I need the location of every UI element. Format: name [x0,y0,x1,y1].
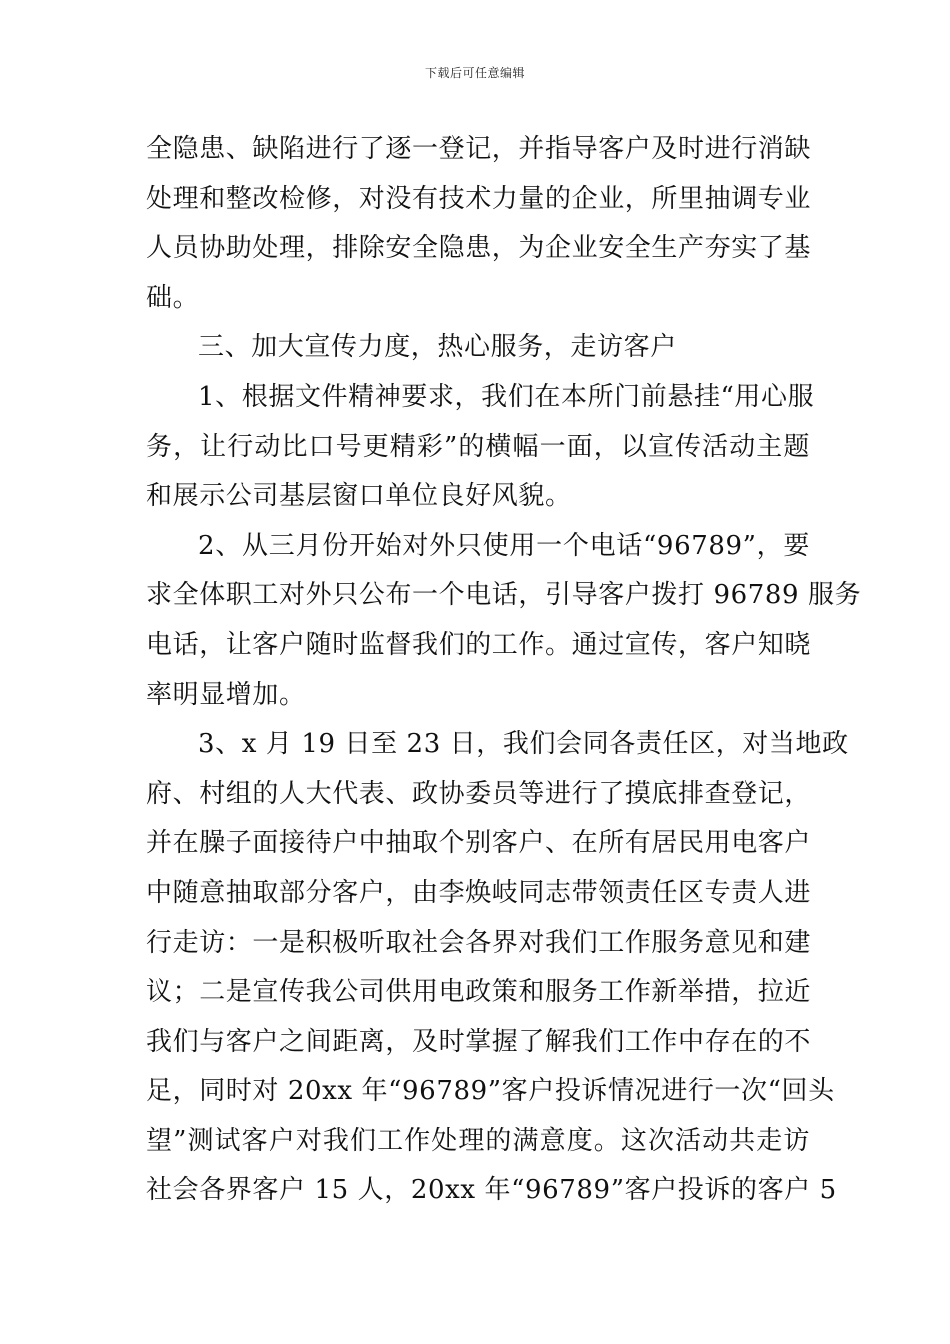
text-line: 中随意抽取部分客户，由李焕岐同志带领责任区专责人进 [146,877,812,908]
text-line: 2、从三月份开始对外只使用一个电话“96789”，要 [198,530,810,561]
section-heading: 三、加大宣传力度，热心服务，走访客户 [198,332,677,363]
text-line: 望”测试客户对我们工作处理的满意度。这次活动共走访 [146,1125,810,1156]
text-line: 求全体职工对外只公布一个电话，引导客户拨打 96789 服务 [146,580,862,611]
text-line: 1、根据文件精神要求，我们在本所门前悬挂“用心服 [198,381,815,412]
text-line: 足，同时对 20xx 年“96789”客户投诉情况进行一次“回头 [146,1076,835,1107]
text-line: 府、村组的人大代表、政协委员等进行了摸底排查登记， [146,778,812,809]
text-line: 人员协助处理，排除安全隐患，为企业安全生产夯实了基 [146,233,812,264]
page-header: 下载后可任意编辑 [424,66,525,80]
text-line: 全隐患、缺陷进行了逐一登记，并指导客户及时进行消缺 [146,134,812,164]
text-line: 议；二是宣传我公司供用电政策和服务工作新举措，拉近 [146,977,812,1008]
text-line: 础。 [146,282,200,313]
text-line: 电话，让客户随时监督我们的工作。通过宣传，客户知晓 [146,629,812,660]
text-line: 务，让行动比口号更精彩”的横幅一面，以宣传活动主题 [146,431,810,462]
text-line: 社会各界客户 15 人，20xx 年“96789”客户投诉的客户 5 [146,1175,837,1206]
text-line: 处理和整改检修，对没有技术力量的企业，所里抽调专业 [146,183,812,214]
text-line: 和展示公司基层窗口单位良好风貌。 [146,481,572,512]
text-line: 率明显增加。 [146,679,306,710]
text-line: 3、x 月 19 日至 23 日，我们会同各责任区，对当地政 [198,729,849,760]
text-line: 行走访：一是积极听取社会各界对我们工作服务意见和建 [146,927,812,958]
document-body [146,125,862,1216]
text-line: 并在臊子面接待户中抽取个别客户、在所有居民用电客户 [146,828,812,859]
text-line: 我们与客户之间距离，及时掌握了解我们工作中存在的不 [146,1026,812,1057]
